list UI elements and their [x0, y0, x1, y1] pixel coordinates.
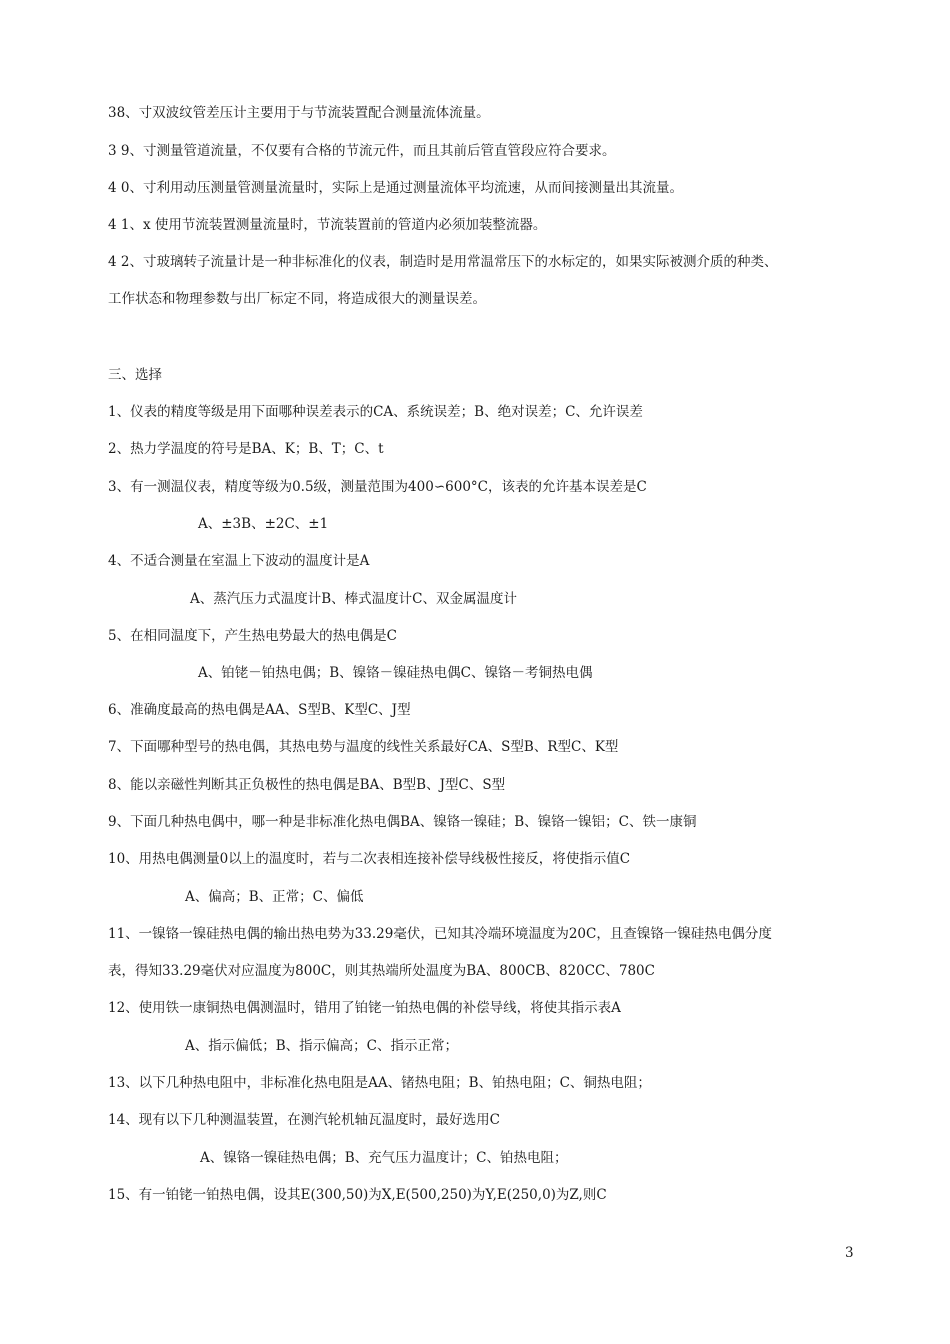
question-line: 15、有一铂铑一铂热电偶，设其E(300,50)为X,E(500,250)为Y,E(250,0)为Z,则C	[108, 1187, 607, 1203]
question-line: 13、以下几种热电阻中，非标准化热电阻是AA、锗热电阻；B、铂热电阻；C、铜热电阻；	[108, 1075, 651, 1091]
question-line: 6、准确度最高的热电偶是AA、S型B、K型C、J型	[108, 702, 411, 718]
question-line: 3、有一测温仪表，精度等级为0.5级，测量范围为400∽600°C，该表的允许基本误差是C	[108, 479, 647, 495]
text-line: 4 2、寸玻璃转子流量计是一种非标准化的仪表，制造时是用常温常压下的水标定的，如果实际被测介质的种类、	[108, 254, 778, 270]
text-line: 工作状态和物理参数与出厂标定不同，将造成很大的测量误差。	[108, 291, 486, 307]
question-line: 2、热力学温度的符号是BA、K；B、T；C、t	[108, 441, 384, 457]
options-line: A、铂铑－铂热电偶；B、镍铬－镍硅热电偶C、镍铬－考铜热电偶	[198, 665, 593, 681]
question-line: 11、一镍铬一镍硅热电偶的输出热电势为33.29毫伏，已知其冷端环境温度为20C，且查镍铬一镍硅热电偶分度	[108, 926, 772, 942]
question-line: 8、能以亲磁性判断其正负极性的热电偶是BA、B型B、J型C、S型	[108, 777, 506, 793]
question-line: 表，得知33.29毫伏对应温度为800C，则其热端所处温度为BA、800CB、820CC、780C	[108, 963, 655, 979]
text-line: 4 0、寸利用动压测量管测量流量时，实际上是通过测量流体平均流速，从而间接测量出其流量。	[108, 180, 683, 196]
text-line: 3 9、寸测量管道流量，不仅要有合格的节流元件，而且其前后管直管段应符合要求。	[108, 143, 616, 159]
options-line: A、偏高；B、正常；C、偏低	[185, 889, 364, 905]
question-line: 7、下面哪种型号的热电偶，其热电势与温度的线性关系最好CA、S型B、R型C、K型	[108, 739, 619, 755]
question-line: 10、用热电偶测量0以上的温度时，若与二次表相连接补偿导线极性接反，将使指示值C	[108, 851, 631, 867]
question-line: 5、在相同温度下，产生热电势最大的热电偶是C	[108, 628, 397, 644]
text-line: 4 1、x 使用节流装置测量流量时，节流装置前的管道内必须加装整流器。	[108, 217, 547, 233]
options-line: A、镍铬一镍硅热电偶；B、充气压力温度计；C、铂热电阻；	[200, 1150, 568, 1166]
section-heading: 三、选择	[108, 367, 162, 383]
options-line: A、±3B、±2C、±1	[198, 516, 329, 532]
options-line: A、指示偏低；B、指示偏高；C、指示正常；	[185, 1038, 458, 1054]
text-line: 38、寸双波纹管差压计主要用于与节流装置配合测量流体流量。	[108, 105, 490, 121]
options-line: A、蒸汽压力式温度计B、棒式温度计C、双金属温度计	[190, 591, 517, 607]
question-line: 9、下面几种热电偶中，哪一种是非标准化热电偶BA、镍铬一镍硅；B、镍铬一镍铝；C、铁一康铜	[108, 814, 697, 830]
page-number: 3	[845, 1245, 854, 1261]
question-line: 1、仪表的精度等级是用下面哪种误差表示的CA、系统误差；B、绝对误差；C、允许误差	[108, 404, 643, 420]
question-line: 14、现有以下几种测温装置，在测汽轮机轴瓦温度时，最好选用C	[108, 1112, 501, 1128]
question-line: 4、不适合测量在室温上下波动的温度计是A	[108, 553, 370, 569]
question-line: 12、使用铁一康铜热电偶测温时，错用了铂铑一铂热电偶的补偿导线，将使其指示表A	[108, 1000, 621, 1016]
